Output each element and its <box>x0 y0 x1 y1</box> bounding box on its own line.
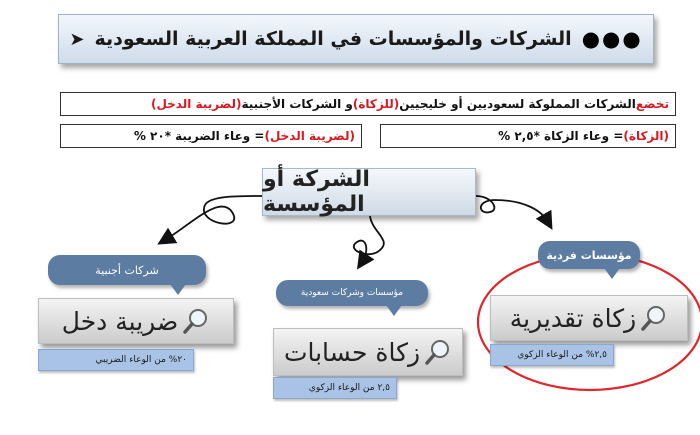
company-node: الشركة أو المؤسسة <box>262 168 476 216</box>
tax-rate-text: = وعاء الضريبة *٢٠ % <box>133 129 265 143</box>
intro-part1: الشركات المملوكة لسعوديين أو خليجيين <box>399 97 636 111</box>
note-estimated-zakat: ٢,٥% من الوعاء الزكوي <box>490 344 614 366</box>
arrow-icon: ➤ <box>69 28 85 50</box>
zakat-rate-label: (الزكاة) <box>623 129 669 143</box>
arrow-to-individual <box>476 196 548 222</box>
page-title: الشركات والمؤسسات في المملكة العربية السعودية <box>94 28 572 50</box>
arrow-to-saudi <box>354 216 384 262</box>
intro-zakat: (للزكاة) <box>352 97 400 111</box>
arrow-to-foreign <box>165 196 262 240</box>
intro-part2: و الشركات الأجنبية <box>241 97 353 111</box>
card-estimated-zakat-label: زكاة تقديرية <box>509 303 637 333</box>
note-accounts-zakat: ٢,٥ من الوعاء الزكوي <box>273 377 397 399</box>
title-banner <box>58 14 654 64</box>
bubble-foreign-companies: شركات أجنبية <box>48 255 206 285</box>
bubble-individual-establishments: مؤسسات فردية <box>538 241 640 269</box>
magnifier-icon <box>424 338 452 366</box>
intro-prefix: تخضع <box>635 97 669 111</box>
card-accounts-zakat <box>273 328 463 376</box>
zakat-rate-box <box>380 124 676 148</box>
card-income-tax-label: ضريبة دخل <box>61 306 179 336</box>
tax-rate-box <box>60 124 362 148</box>
tax-rate-label: (لضريبة الدخل) <box>264 129 355 143</box>
card-accounts-zakat-label: زكاة حسابات <box>283 337 421 367</box>
magnifier-icon <box>182 307 210 335</box>
card-estimated-zakat <box>490 295 688 341</box>
card-income-tax <box>38 298 234 344</box>
zakat-rate-text: = وعاء الزكاة *٢,٥ % <box>498 129 624 143</box>
intro-statement <box>60 92 676 116</box>
magnifier-icon <box>640 304 668 332</box>
bullet-dots: ●●● <box>581 27 643 51</box>
bubble-saudi-companies: مؤسسات وشركات سعودية <box>276 280 428 306</box>
intro-tax: (لضريبة الدخل) <box>150 97 242 111</box>
note-income-tax: ٢٠% من الوعاء الضريبي <box>38 349 194 371</box>
